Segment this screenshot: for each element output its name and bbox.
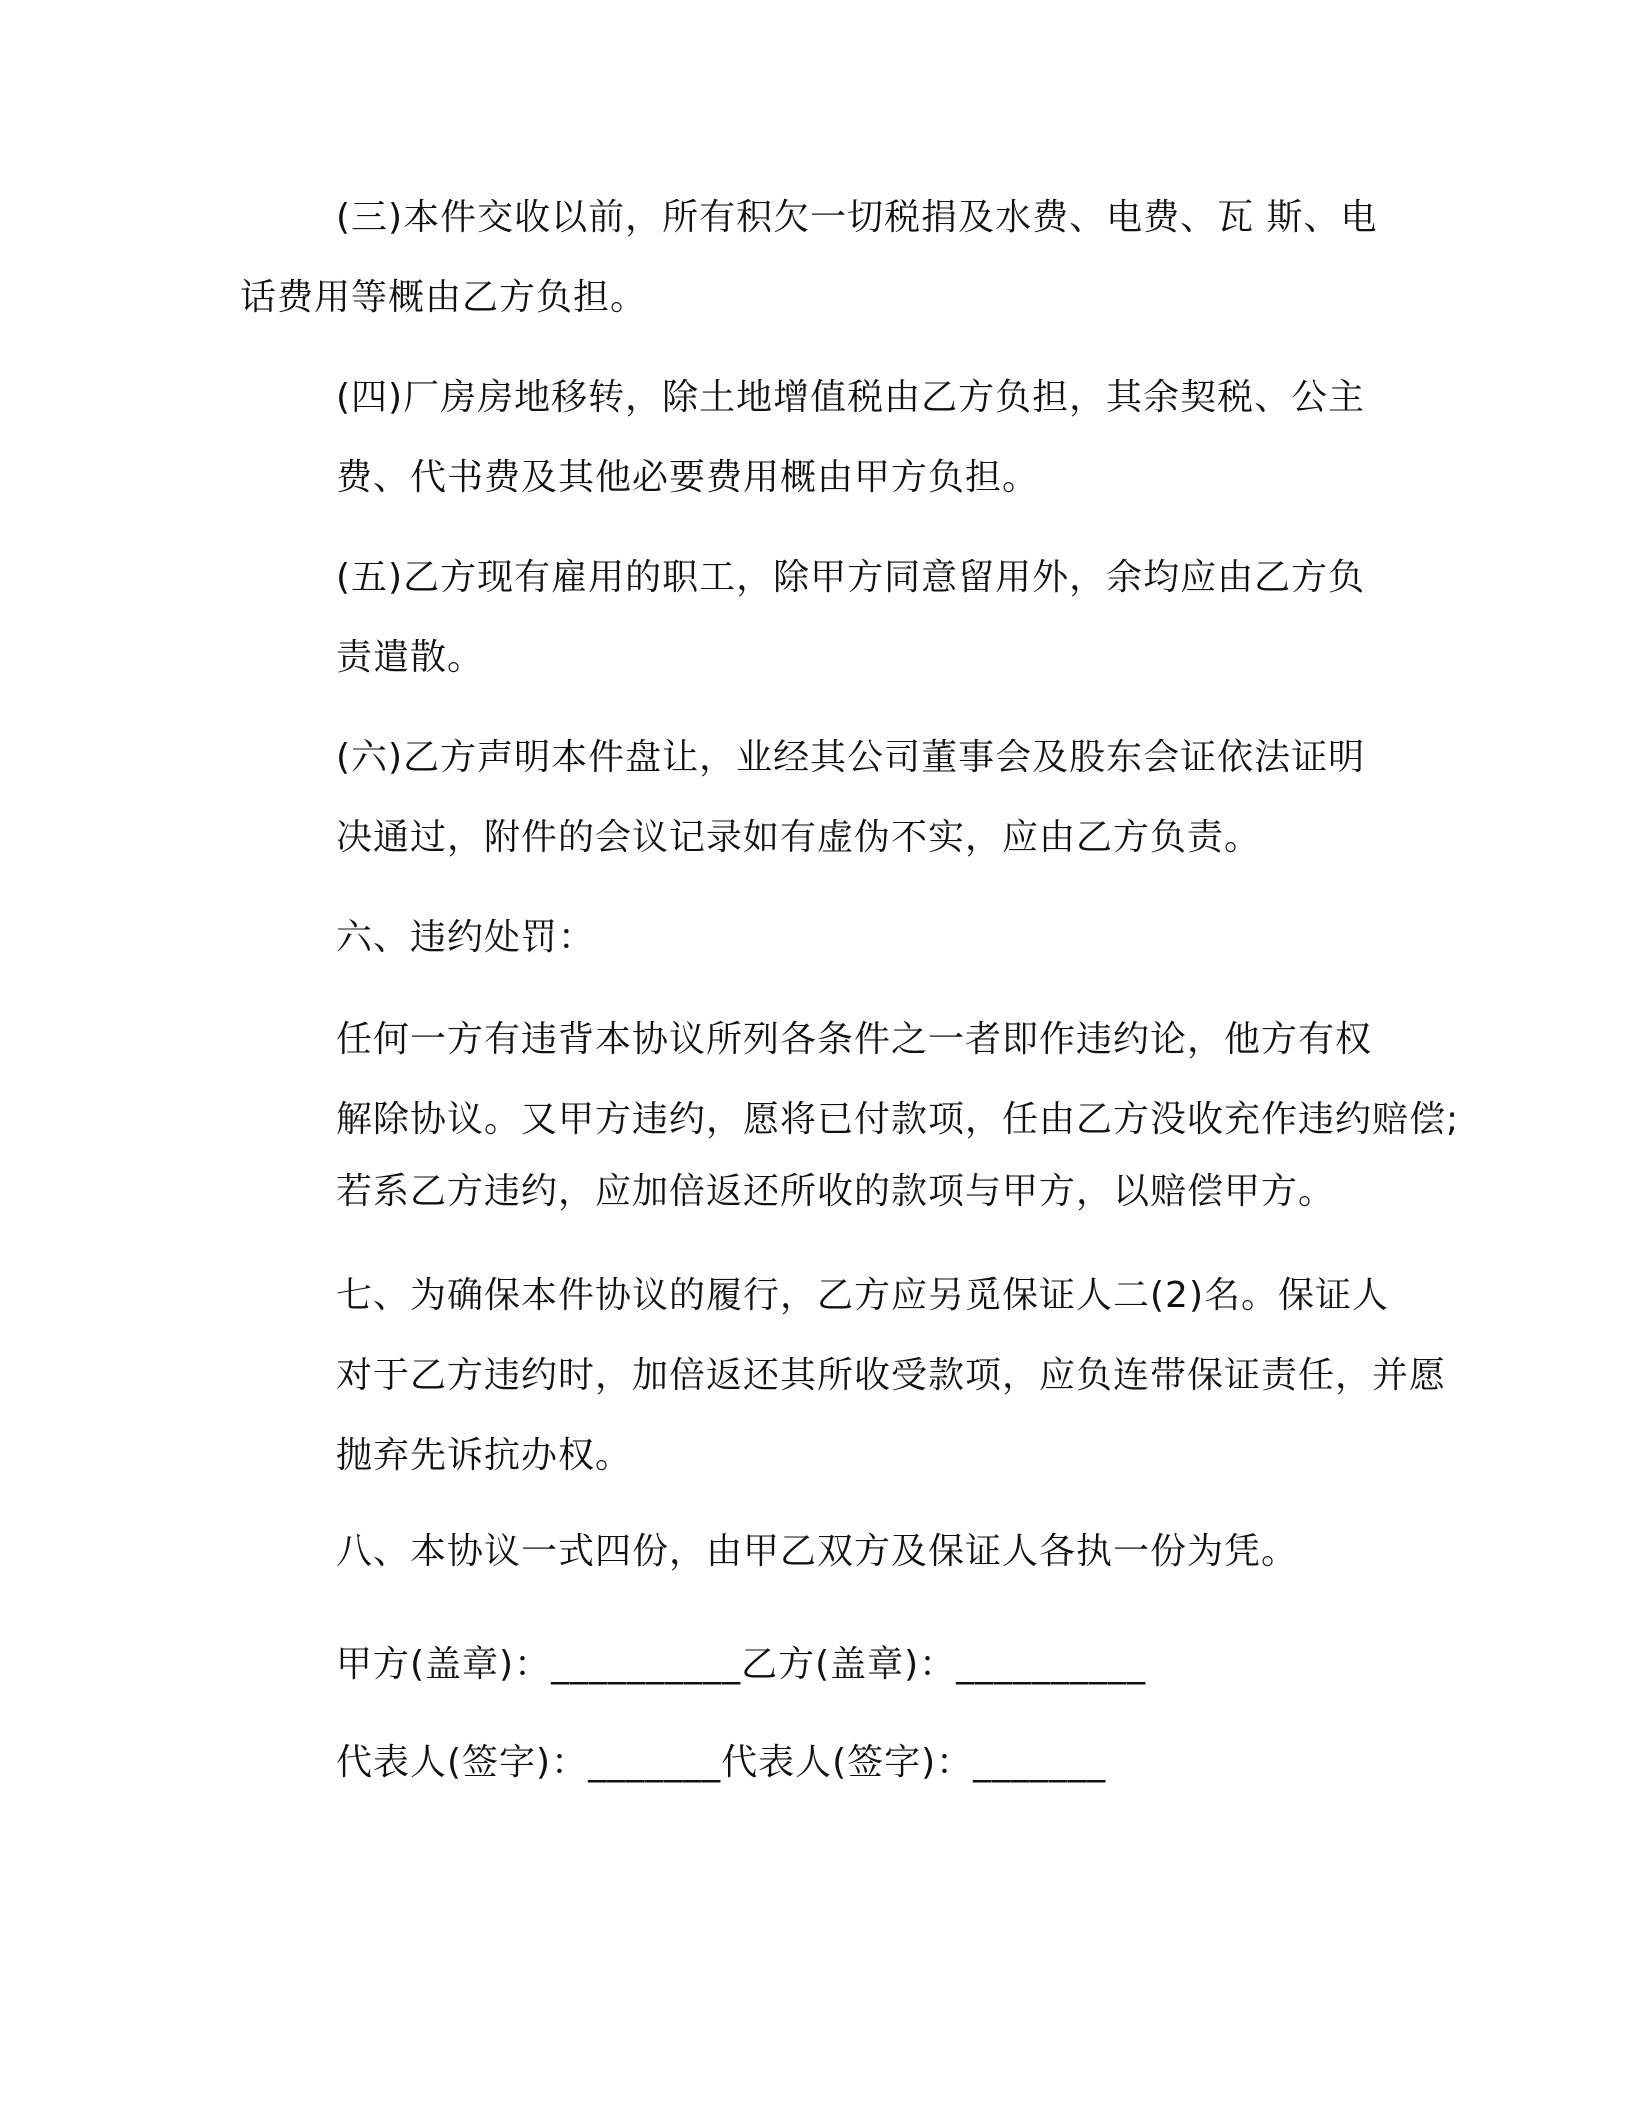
section-6-body-line-2: 解除协议。又甲方违约，愿将已付款项，任由乙方没收充作违约赔偿; <box>336 1099 1460 1140</box>
clause-5-line-2: 责遣散。 <box>336 637 485 678</box>
sign-line: 代表人(签字)：_______代表人(签字)：_______ <box>336 1742 1107 1783</box>
clause-6-line-2: 决通过，附件的会议记录如有虚伪不实，应由乙方负责。 <box>336 817 1262 858</box>
clause-3-line-1: (三)本件交收以前，所有积欠一切税捐及水费、电费、瓦 斯、电 <box>336 197 1378 238</box>
clause-4-line-1: (四)厂房房地移转，除土地增值税由乙方负担，其余契税、公主 <box>336 377 1366 418</box>
clause-6-line-1: (六)乙方声明本件盘让，业经其公司董事会及股东会证依法证明 <box>336 737 1366 778</box>
section-6-body <box>240 1000 1460 1232</box>
clause-4-line-2: 费、代书费及其他必要费用概由甲方负担。 <box>336 457 1040 498</box>
seal-line: 甲方(盖章)：__________乙方(盖章)：__________ <box>336 1644 1147 1685</box>
section-8-line-1: 八、本协议一式四份，由甲乙双方及保证人各执一份为凭。 <box>336 1531 1299 1572</box>
clause-3 <box>240 178 1400 338</box>
section-6-title-line: 六、违约处罚： <box>336 917 596 958</box>
section-8 <box>240 1512 1400 1592</box>
section-7 <box>240 1256 1447 1496</box>
clause-4 <box>240 358 1400 518</box>
section-7-line-3: 抛弃先诉抗办权。 <box>336 1435 633 1476</box>
section-6-body-line-1: 任何一方有违背本协议所列各条件之一者即作违约论，他方有权 <box>336 1019 1373 1060</box>
section-7-line-1: 七、为确保本件协议的履行，乙方应另觅保证人二(2)名。保证人 <box>336 1275 1389 1316</box>
section-6-body-line-3: 若系乙方违约，应加倍返还所收的款项与甲方，以赔偿甲方。 <box>336 1171 1336 1212</box>
section-6-title <box>240 898 1400 978</box>
section-7-line-2: 对于乙方违约时，加倍返还其所收受款项，应负连带保证责任，并愿 <box>336 1355 1447 1396</box>
clause-3-line-2: 话费用等概由乙方负担。 <box>240 277 648 318</box>
clause-5 <box>240 538 1400 698</box>
clause-6 <box>240 718 1400 878</box>
clause-5-line-1: (五)乙方现有雇用的职工，除甲方同意留用外，余均应由乙方负 <box>336 557 1366 598</box>
